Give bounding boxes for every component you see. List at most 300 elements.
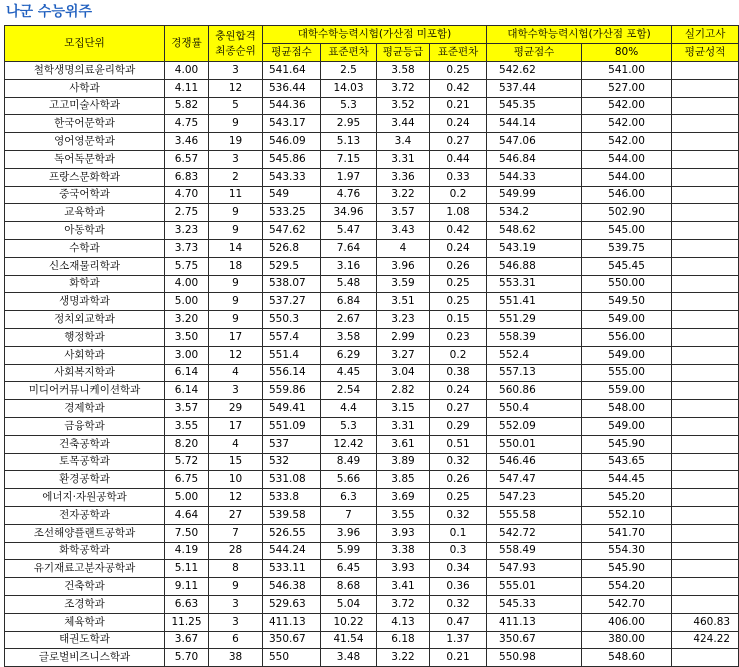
cell-avg-grade: 3.23 [377, 311, 430, 329]
cell-avg-score-bonus: 555.01 [487, 578, 582, 596]
cell-80pct: 554.20 [582, 578, 672, 596]
cell-avg-score: 543.33 [263, 168, 321, 186]
cell-80pct: 542.00 [582, 133, 672, 151]
cell-avg-score-bonus: 534.2 [487, 204, 582, 222]
cell-ratio: 4.00 [165, 62, 209, 80]
cell-avg-score: 411.13 [263, 613, 321, 631]
cell-80pct: 542.00 [582, 97, 672, 115]
cell-ratio: 5.00 [165, 293, 209, 311]
cell-unit: 금융학과 [5, 417, 165, 435]
cell-80pct: 541.00 [582, 62, 672, 80]
cell-std-dev: 4.4 [321, 400, 377, 418]
cell-avg-grade: 3.93 [377, 560, 430, 578]
cell-unit: 조선해양플랜트공학과 [5, 524, 165, 542]
cell-ratio: 3.23 [165, 222, 209, 240]
cell-ratio: 3.73 [165, 239, 209, 257]
cell-avg-grade: 3.43 [377, 222, 430, 240]
cell-avg-score-bonus: 552.4 [487, 346, 582, 364]
cell-avg-practical [672, 328, 739, 346]
cell-final-rank: 4 [209, 435, 263, 453]
cell-std-dev: 4.76 [321, 186, 377, 204]
cell-avg-grade: 3.55 [377, 506, 430, 524]
cell-avg-practical [672, 204, 739, 222]
table-row [5, 578, 739, 596]
cell-final-rank: 3 [209, 150, 263, 168]
cell-avg-practical [672, 595, 739, 613]
table-row [5, 506, 739, 524]
cell-avg-grade: 2.82 [377, 382, 430, 400]
cell-avg-grade: 3.31 [377, 417, 430, 435]
cell-80pct: 549.00 [582, 346, 672, 364]
cell-final-rank: 3 [209, 62, 263, 80]
table-row [5, 311, 739, 329]
cell-avg-score: 533.25 [263, 204, 321, 222]
cell-avg-score-bonus: 411.13 [487, 613, 582, 631]
cell-ratio: 6.83 [165, 168, 209, 186]
cell-std-dev: 5.13 [321, 133, 377, 151]
cell-80pct: 550.00 [582, 275, 672, 293]
cell-unit: 건축공학과 [5, 435, 165, 453]
cell-std-dev: 3.96 [321, 524, 377, 542]
cell-final-rank: 10 [209, 471, 263, 489]
cell-80pct: 543.65 [582, 453, 672, 471]
cell-80pct: 545.90 [582, 435, 672, 453]
cell-std-dev: 5.47 [321, 222, 377, 240]
cell-std-dev: 3.58 [321, 328, 377, 346]
cell-ratio: 5.75 [165, 257, 209, 275]
cell-ratio: 11.25 [165, 613, 209, 631]
cell-avg-score: 533.11 [263, 560, 321, 578]
table-row [5, 97, 739, 115]
cell-avg-practical [672, 257, 739, 275]
cell-unit: 사회학과 [5, 346, 165, 364]
cell-avg-score-bonus: 553.31 [487, 275, 582, 293]
table-row [5, 631, 739, 649]
cell-std-dev: 3.48 [321, 649, 377, 667]
cell-avg-grade: 3.85 [377, 471, 430, 489]
cell-avg-score: 526.8 [263, 239, 321, 257]
cell-unit: 토목공학과 [5, 453, 165, 471]
table-row [5, 417, 739, 435]
cell-avg-score-bonus: 545.33 [487, 595, 582, 613]
cell-avg-grade: 3.89 [377, 453, 430, 471]
cell-avg-grade: 3.72 [377, 595, 430, 613]
cell-avg-score: 541.64 [263, 62, 321, 80]
cell-avg-grade: 3.57 [377, 204, 430, 222]
cell-std-dev: 2.67 [321, 311, 377, 329]
cell-ratio: 3.00 [165, 346, 209, 364]
cell-avg-score: 557.4 [263, 328, 321, 346]
cell-final-rank: 4 [209, 364, 263, 382]
cell-avg-score: 549.41 [263, 400, 321, 418]
cell-avg-score: 538.07 [263, 275, 321, 293]
table-row [5, 328, 739, 346]
cell-std-dev-2: 0.1 [430, 524, 487, 542]
cell-avg-practical [672, 578, 739, 596]
cell-avg-practical [672, 649, 739, 667]
table-row [5, 435, 739, 453]
cell-std-dev: 1.97 [321, 168, 377, 186]
cell-final-rank: 12 [209, 79, 263, 97]
cell-std-dev: 2.5 [321, 62, 377, 80]
cell-unit: 한국어문학과 [5, 115, 165, 133]
cell-final-rank: 9 [209, 578, 263, 596]
cell-ratio: 5.82 [165, 97, 209, 115]
cell-80pct: 527.00 [582, 79, 672, 97]
cell-unit: 사학과 [5, 79, 165, 97]
cell-std-dev-2: 0.34 [430, 560, 487, 578]
group-header-without-bonus: 대학수학능력시험(가산점 미포함) [263, 26, 487, 44]
col-header-avg-score-bonus: 평균점수 [487, 44, 582, 62]
cell-unit: 환경공학과 [5, 471, 165, 489]
cell-avg-grade: 4.13 [377, 613, 430, 631]
cell-avg-grade: 3.04 [377, 364, 430, 382]
cell-std-dev-2: 0.32 [430, 453, 487, 471]
cell-std-dev: 2.54 [321, 382, 377, 400]
cell-avg-score: 550 [263, 649, 321, 667]
cell-final-rank: 11 [209, 186, 263, 204]
cell-final-rank: 3 [209, 382, 263, 400]
cell-ratio: 3.55 [165, 417, 209, 435]
cell-unit: 교육학과 [5, 204, 165, 222]
cell-avg-grade: 3.58 [377, 62, 430, 80]
cell-avg-practical [672, 275, 739, 293]
cell-unit: 독어독문학과 [5, 150, 165, 168]
cell-avg-practical [672, 168, 739, 186]
cell-avg-score-bonus: 546.46 [487, 453, 582, 471]
cell-std-dev: 5.66 [321, 471, 377, 489]
cell-avg-score: 537.27 [263, 293, 321, 311]
cell-std-dev: 5.99 [321, 542, 377, 560]
cell-avg-grade: 3.31 [377, 150, 430, 168]
cell-ratio: 5.11 [165, 560, 209, 578]
cell-std-dev-2: 0.26 [430, 471, 487, 489]
cell-std-dev-2: 0.27 [430, 133, 487, 151]
col-header-unit: 모집단위 [5, 26, 165, 62]
cell-std-dev: 2.95 [321, 115, 377, 133]
cell-avg-grade: 3.69 [377, 489, 430, 507]
cell-avg-score-bonus: 544.14 [487, 115, 582, 133]
cell-avg-practical [672, 560, 739, 578]
cell-unit: 태권도학과 [5, 631, 165, 649]
cell-avg-score-bonus: 545.35 [487, 97, 582, 115]
cell-unit: 화학과 [5, 275, 165, 293]
cell-std-dev-2: 0.32 [430, 506, 487, 524]
cell-avg-grade: 3.36 [377, 168, 430, 186]
cell-avg-practical: 460.83 [672, 613, 739, 631]
cell-std-dev: 3.16 [321, 257, 377, 275]
page-title: 나군 수능위주 [6, 4, 93, 20]
cell-avg-grade: 3.38 [377, 542, 430, 560]
cell-std-dev-2: 0.51 [430, 435, 487, 453]
cell-ratio: 4.00 [165, 275, 209, 293]
cell-ratio: 4.19 [165, 542, 209, 560]
cell-std-dev: 8.68 [321, 578, 377, 596]
cell-avg-practical [672, 400, 739, 418]
cell-avg-score: 532 [263, 453, 321, 471]
cell-std-dev: 8.49 [321, 453, 377, 471]
cell-avg-practical [672, 79, 739, 97]
cell-final-rank: 6 [209, 631, 263, 649]
cell-std-dev-2: 0.33 [430, 168, 487, 186]
cell-ratio: 3.50 [165, 328, 209, 346]
col-header-std-dev-2: 표준편차 [430, 44, 487, 62]
cell-ratio: 6.14 [165, 382, 209, 400]
cell-final-rank: 5 [209, 97, 263, 115]
cell-avg-score: 549 [263, 186, 321, 204]
cell-std-dev: 4.45 [321, 364, 377, 382]
cell-avg-grade: 3.51 [377, 293, 430, 311]
cell-avg-score: 544.36 [263, 97, 321, 115]
cell-std-dev: 10.22 [321, 613, 377, 631]
cell-std-dev-2: 0.26 [430, 257, 487, 275]
cell-ratio: 5.72 [165, 453, 209, 471]
cell-avg-practical [672, 346, 739, 364]
cell-unit: 화학공학과 [5, 542, 165, 560]
cell-std-dev-2: 1.37 [430, 631, 487, 649]
cell-unit: 수학과 [5, 239, 165, 257]
cell-avg-score-bonus: 542.62 [487, 62, 582, 80]
cell-80pct: 548.60 [582, 649, 672, 667]
col-header-final-rank-line1: 충원합격 [215, 29, 256, 42]
cell-avg-grade: 3.15 [377, 400, 430, 418]
cell-avg-grade: 6.18 [377, 631, 430, 649]
table-row [5, 471, 739, 489]
cell-avg-grade: 4 [377, 239, 430, 257]
cell-final-rank: 15 [209, 453, 263, 471]
cell-avg-grade: 3.96 [377, 257, 430, 275]
cell-std-dev-2: 0.21 [430, 649, 487, 667]
cell-final-rank: 28 [209, 542, 263, 560]
cell-avg-practical [672, 489, 739, 507]
cell-avg-score-bonus: 550.4 [487, 400, 582, 418]
cell-avg-score: 559.86 [263, 382, 321, 400]
cell-unit: 영어영문학과 [5, 133, 165, 151]
cell-avg-score: 526.55 [263, 524, 321, 542]
cell-avg-practical [672, 435, 739, 453]
cell-avg-score-bonus: 551.41 [487, 293, 582, 311]
cell-avg-grade: 3.41 [377, 578, 430, 596]
cell-unit: 정치외교학과 [5, 311, 165, 329]
group-header-practical: 실기고사 [672, 26, 739, 44]
cell-80pct: 544.45 [582, 471, 672, 489]
cell-80pct: 549.00 [582, 311, 672, 329]
cell-unit: 고고미술사학과 [5, 97, 165, 115]
cell-std-dev: 6.45 [321, 560, 377, 578]
cell-std-dev: 5.04 [321, 595, 377, 613]
cell-80pct: 549.50 [582, 293, 672, 311]
cell-80pct: 380.00 [582, 631, 672, 649]
col-header-avg-practical: 평균성적 [672, 44, 739, 62]
cell-80pct: 545.20 [582, 489, 672, 507]
cell-avg-score: 533.8 [263, 489, 321, 507]
table-row [5, 239, 739, 257]
cell-unit: 경제학과 [5, 400, 165, 418]
cell-final-rank: 17 [209, 328, 263, 346]
cell-avg-score: 539.58 [263, 506, 321, 524]
cell-final-rank: 8 [209, 560, 263, 578]
cell-avg-score-bonus: 558.49 [487, 542, 582, 560]
table-row [5, 275, 739, 293]
cell-std-dev: 5.48 [321, 275, 377, 293]
cell-avg-score-bonus: 547.06 [487, 133, 582, 151]
table-row [5, 542, 739, 560]
cell-unit: 사회복지학과 [5, 364, 165, 382]
cell-std-dev: 34.96 [321, 204, 377, 222]
cell-std-dev-2: 0.3 [430, 542, 487, 560]
cell-ratio: 4.70 [165, 186, 209, 204]
cell-std-dev-2: 0.27 [430, 400, 487, 418]
cell-80pct: 559.00 [582, 382, 672, 400]
cell-final-rank: 38 [209, 649, 263, 667]
cell-unit: 건축학과 [5, 578, 165, 596]
cell-std-dev: 41.54 [321, 631, 377, 649]
cell-80pct: 539.75 [582, 239, 672, 257]
cell-ratio: 3.20 [165, 311, 209, 329]
cell-avg-score: 537 [263, 435, 321, 453]
table-row [5, 293, 739, 311]
table-row [5, 613, 739, 631]
cell-unit: 행정학과 [5, 328, 165, 346]
cell-avg-grade: 3.22 [377, 186, 430, 204]
table-body [5, 62, 739, 667]
cell-avg-practical: 424.22 [672, 631, 739, 649]
cell-80pct: 542.70 [582, 595, 672, 613]
cell-avg-score-bonus: 551.29 [487, 311, 582, 329]
table-row [5, 186, 739, 204]
cell-80pct: 541.70 [582, 524, 672, 542]
cell-avg-grade: 3.61 [377, 435, 430, 453]
cell-ratio: 3.67 [165, 631, 209, 649]
cell-final-rank: 9 [209, 293, 263, 311]
cell-avg-score: 543.17 [263, 115, 321, 133]
cell-avg-practical [672, 471, 739, 489]
cell-avg-score-bonus: 547.93 [487, 560, 582, 578]
cell-avg-grade: 2.99 [377, 328, 430, 346]
cell-80pct: 554.30 [582, 542, 672, 560]
cell-unit: 조경학과 [5, 595, 165, 613]
cell-avg-grade: 3.72 [377, 79, 430, 97]
table-row [5, 168, 739, 186]
cell-ratio: 7.50 [165, 524, 209, 542]
cell-avg-practical [672, 293, 739, 311]
cell-unit: 생명과학과 [5, 293, 165, 311]
cell-avg-practical [672, 239, 739, 257]
cell-80pct: 545.90 [582, 560, 672, 578]
table-row [5, 79, 739, 97]
cell-std-dev-2: 0.32 [430, 595, 487, 613]
cell-ratio: 3.46 [165, 133, 209, 151]
cell-unit: 체육학과 [5, 613, 165, 631]
col-header-80pct: 80% [582, 44, 672, 62]
cell-std-dev-2: 0.24 [430, 382, 487, 400]
cell-avg-score: 529.63 [263, 595, 321, 613]
cell-std-dev: 6.3 [321, 489, 377, 507]
table-row [5, 115, 739, 133]
cell-ratio: 4.64 [165, 506, 209, 524]
cell-std-dev-2: 0.24 [430, 115, 487, 133]
cell-avg-practical [672, 311, 739, 329]
cell-avg-grade: 3.44 [377, 115, 430, 133]
cell-avg-practical [672, 133, 739, 151]
table-row [5, 133, 739, 151]
cell-std-dev-2: 0.2 [430, 186, 487, 204]
cell-std-dev-2: 0.15 [430, 311, 487, 329]
cell-80pct: 545.00 [582, 222, 672, 240]
cell-avg-score: 551.09 [263, 417, 321, 435]
cell-unit: 글로벌비즈니스학과 [5, 649, 165, 667]
table-row [5, 560, 739, 578]
cell-avg-grade: 3.59 [377, 275, 430, 293]
col-header-avg-grade: 평균등급 [377, 44, 430, 62]
table-row [5, 524, 739, 542]
cell-unit: 중국어학과 [5, 186, 165, 204]
cell-std-dev-2: 0.23 [430, 328, 487, 346]
cell-80pct: 549.00 [582, 417, 672, 435]
cell-avg-practical [672, 453, 739, 471]
cell-unit: 에너지·자원공학과 [5, 489, 165, 507]
cell-avg-score-bonus: 546.84 [487, 150, 582, 168]
cell-avg-score: 546.38 [263, 578, 321, 596]
cell-ratio: 4.75 [165, 115, 209, 133]
cell-std-dev: 12.42 [321, 435, 377, 453]
cell-std-dev-2: 0.38 [430, 364, 487, 382]
cell-avg-score-bonus: 350.67 [487, 631, 582, 649]
table-row [5, 382, 739, 400]
cell-final-rank: 9 [209, 275, 263, 293]
cell-avg-practical [672, 97, 739, 115]
cell-avg-practical [672, 417, 739, 435]
cell-std-dev: 7.15 [321, 150, 377, 168]
cell-avg-score: 546.09 [263, 133, 321, 151]
table-row [5, 364, 739, 382]
cell-avg-grade: 3.22 [377, 649, 430, 667]
cell-avg-score: 544.24 [263, 542, 321, 560]
cell-avg-score-bonus: 557.13 [487, 364, 582, 382]
cell-avg-practical [672, 115, 739, 133]
cell-ratio: 8.20 [165, 435, 209, 453]
col-header-avg-score: 평균점수 [263, 44, 321, 62]
cell-avg-practical [672, 150, 739, 168]
cell-ratio: 4.11 [165, 79, 209, 97]
cell-unit: 프랑스문화학과 [5, 168, 165, 186]
cell-std-dev: 14.03 [321, 79, 377, 97]
cell-ratio: 6.14 [165, 364, 209, 382]
cell-std-dev-2: 0.25 [430, 62, 487, 80]
cell-unit: 전자공학과 [5, 506, 165, 524]
cell-final-rank: 2 [209, 168, 263, 186]
cell-std-dev: 5.3 [321, 97, 377, 115]
cell-ratio: 2.75 [165, 204, 209, 222]
cell-avg-practical [672, 364, 739, 382]
cell-std-dev: 6.29 [321, 346, 377, 364]
cell-ratio: 3.57 [165, 400, 209, 418]
cell-std-dev-2: 0.44 [430, 150, 487, 168]
col-header-std-dev: 표준편차 [321, 44, 377, 62]
cell-final-rank: 29 [209, 400, 263, 418]
cell-ratio: 9.11 [165, 578, 209, 596]
cell-80pct: 546.00 [582, 186, 672, 204]
table-row [5, 595, 739, 613]
table-row [5, 257, 739, 275]
cell-avg-score-bonus: 550.98 [487, 649, 582, 667]
cell-unit: 아동학과 [5, 222, 165, 240]
cell-avg-score: 556.14 [263, 364, 321, 382]
cell-unit: 유기재료고분자공학과 [5, 560, 165, 578]
cell-final-rank: 7 [209, 524, 263, 542]
col-header-final-rank [209, 26, 263, 62]
cell-avg-score-bonus: 547.47 [487, 471, 582, 489]
